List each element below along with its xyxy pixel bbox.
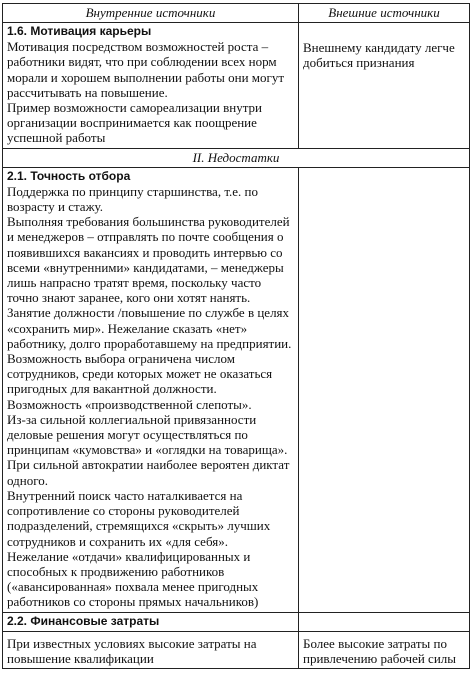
paragraph: При сильной автократии наиболее вероятен диктат одного. [7, 457, 290, 488]
cell-selection-accuracy-external [299, 167, 470, 612]
cell-career-motivation-internal [3, 23, 299, 148]
paragraph: Внешнему кандидату легче добиться признания [303, 40, 455, 71]
paragraph: При известных условиях высокие затраты на повышение квалификации [7, 635, 257, 666]
row-heading: 2.2. Финансовые затраты [7, 613, 160, 628]
row-heading: 1.6. Мотивация карьеры [7, 24, 152, 39]
table-header-row [3, 4, 470, 23]
paragraph: Из-за сильной коллегиальной привязанности деловые решения могут осуществляться по принципам «кумовства» и «оглядки на товарища». [7, 411, 288, 458]
paragraph: Пример возможности самореализации внутри организации воспринимается как поощрение успешной работы [7, 100, 263, 146]
cell-financial-costs-internal [3, 631, 299, 668]
section-row-disadvantages [3, 148, 470, 167]
header-internal-sources: Внутренние источники [3, 4, 299, 23]
table-row-financial-costs-heading [3, 612, 470, 631]
paragraph: Выполняя требования большинства руководителей и менеджеров – отправлять по почте сообщения о появившихся вакансиях и проводить интервью со всеми «внутренними» кандидатами, – менеджеры лишь напрасно тратят время, поскольку часто точно знают заранее, кого они хотят нанять. [7, 214, 290, 306]
table-row-financial-costs [3, 631, 470, 668]
paragraph: Мотивация посредством возможностей роста – работники видят, что при соблюдении всех норм морали и хорошем выполнении работы они могут рассчитывать на повышение. [7, 39, 285, 100]
paragraph: Занятие должности /повышение по службе в целях «сохранить мир». Нежелание сказать «нет» работнику, долго проработавшему на предприятии. [7, 305, 292, 351]
comparison-table [2, 3, 470, 669]
section-title: II. Недостатки [3, 148, 470, 167]
table-row-career-motivation [3, 23, 470, 148]
paragraph: Нежелание «отдачи» квалифицированных и способных к продвижению работников («авансированная» похвала менее пригодных работников со стороны прямых начальников) [7, 548, 259, 610]
cell-financial-costs-external [299, 631, 470, 668]
cell-financial-costs-heading-external [299, 612, 470, 631]
table-row-selection-accuracy [3, 167, 470, 612]
cell-financial-costs-heading [3, 612, 299, 631]
header-external-sources: Внешние источники [299, 4, 470, 23]
cell-career-motivation-external [299, 23, 470, 148]
paragraph: Возможность выбора ограничена числом сотрудников, среди которых может не оказаться пригодных для вакантной должности. [7, 351, 273, 397]
row-heading: 2.1. Точность отбора [7, 168, 131, 183]
paragraph: Более высокие затраты по привлечению рабочей силы [303, 635, 457, 666]
paragraph: Поддержка по принципу старшинства, т.е. по возрасту и стажу. [7, 183, 259, 215]
cell-selection-accuracy-internal [3, 167, 299, 612]
paragraph: Внутренний поиск часто наталкивается на сопротивление со стороны руководителей подразделений, стремящихся «скрыть» лучших сотрудников и сохранить их «для себя». [7, 487, 271, 549]
paragraph: Возможность «производственной слепоты». [7, 396, 252, 412]
